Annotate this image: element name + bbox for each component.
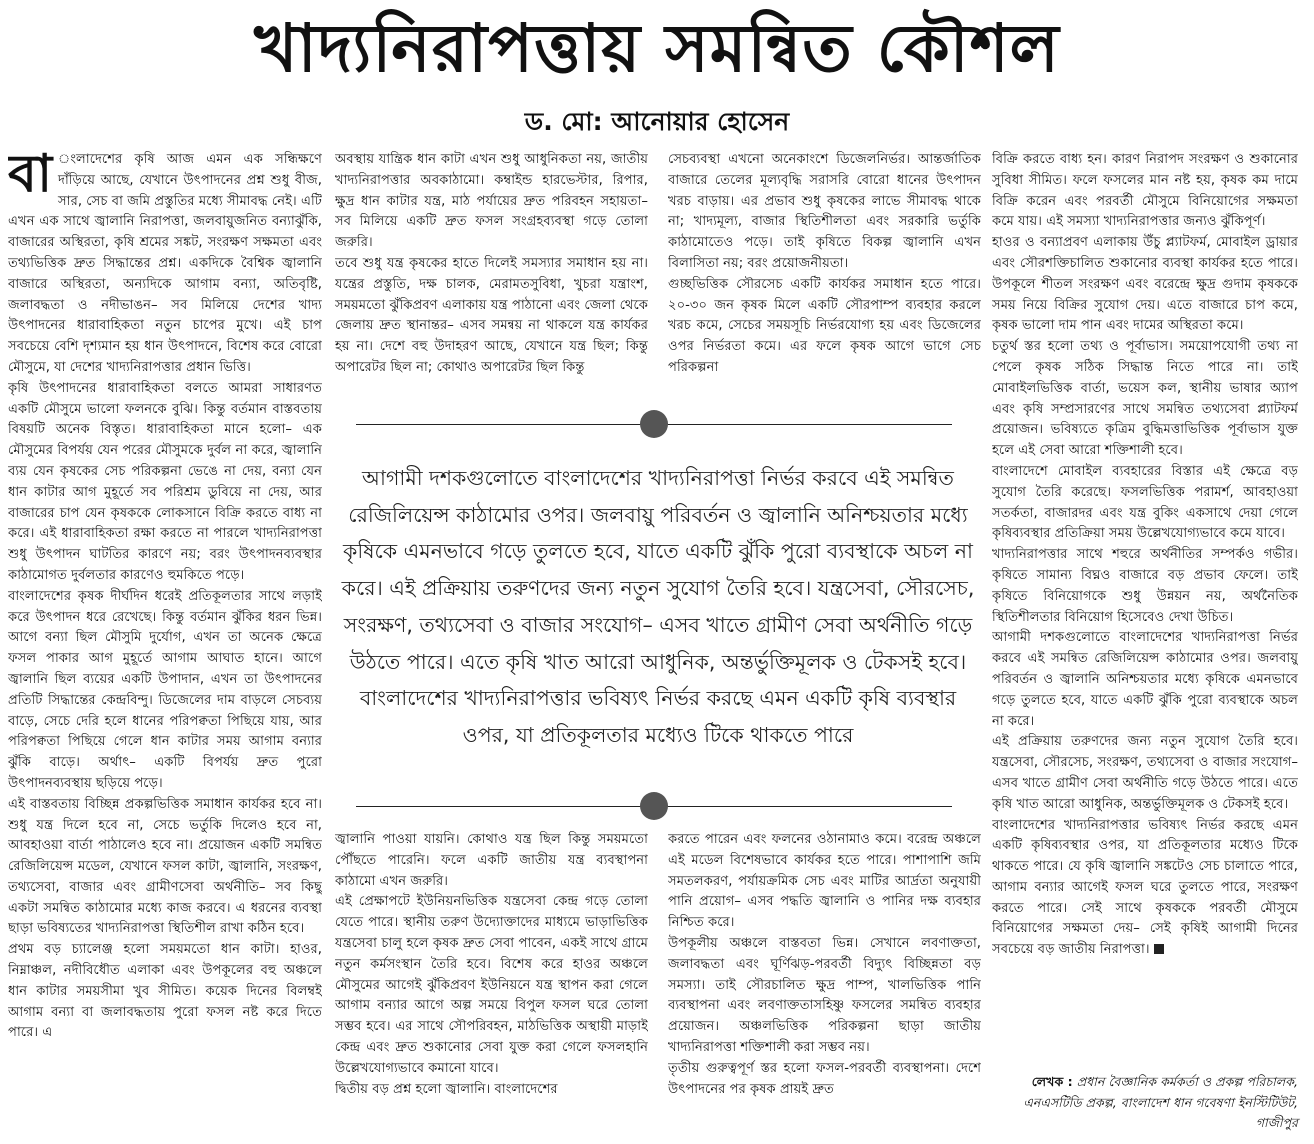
- article-headline: খাদ্যনিরাপত্তায় সমন্বিত কৌশল: [254, 9, 1060, 87]
- paragraph: আগামী দশকগুলোতে বাংলাদেশের খাদ্যনিরাপত্তা নির্ভর করবে এই সমন্বিত রেজিলিয়েন্স কাঠামোর ওপর। জলবায়ু পরিবর্তন ও জ্বালানি অনিশ্চয়তার মধ্যে কৃষিকে এমনভাবে গড়ে তুলতে হবে, যাতে একটি ঝুঁকি পুরো ব্যবস্থাকে অচল না করে।: [992, 630, 1298, 729]
- divider-ornament-top: [640, 410, 668, 438]
- paragraph: উপকূলীয় অঞ্চলে বাস্তবতা ভিন্ন। সেখানে লবণাক্ততা, জলাবদ্ধতা এবং ঘূর্ণিঝড়-পরবর্তী বিদ্যুৎ বিচ্ছিন্নতা বড় সমস্যা। তাই সৌরচালিত ক্ষুদ্র পাম্প, খালভিত্তিক পানি ব্যবস্থাপনা এবং লবণাক্ততাসহিষ্ণু ফসলের সমন্বিত ব্যবহার প্রয়োজন। অঞ্চলভিত্তিক পরিকল্পনা ছাড়া জাতীয় খাদ্যনিরাপত্তা শক্তিশালী করা সম্ভব নয়।: [668, 935, 981, 1055]
- column-4: [992, 150, 1298, 1050]
- column-3-top: [668, 150, 981, 400]
- paragraph: প্রথম বড় চ্যালেঞ্জ হলো সময়মতো ধান কাটা। হাওর, নিম্নাঞ্চল, নদীবিধৌত এলাকা এবং উপকূলের বহু অঞ্চলে ধান কাটার সময়সীমা খুব সীমিত। কয়েক দিনের বিলম্বই আগাম বন্যা বা জলাবদ্ধতায় পুরো ফসল নষ্ট করে দিতে পারে। এ: [8, 942, 322, 1041]
- column-2-bottom: [335, 830, 648, 1135]
- paragraph: গুচ্ছভিত্তিক সৌরসেচ একটি কার্যকর সমাধান হতে পারে। ২০-৩০ জন কৃষক মিলে একটি সৌরপাম্প ব্যবহার করলে খরচ কমে, সেচের সময়সূচি নির্ভরযোগ্য হয় এবং ডিজেলের ওপর নির্ভরতা কমে। এর ফলে কৃষক আগে ভাগে সেচ পরিকল্পনা: [668, 276, 981, 375]
- paragraph: তৃতীয় গুরুত্বপূর্ণ স্তর হলো ফসল-পরবর্তী ব্যবস্থাপনা। দেশে উৎপাদনের পর কৃষক প্রায়ই দ্রুত: [668, 1060, 981, 1097]
- author-credit-text: প্রধান বৈজ্ঞানিক কর্মকর্তা ও প্রকল্প পরিচালক, এনএসটিডি প্রকল্প, বাংলাদেশ ধান গবেষণা ইনস্টিটিউট, গাজীপুর: [1023, 1074, 1298, 1130]
- paragraph: বাংলাদেশের কৃষক দীর্ঘদিন ধরেই প্রতিকূলতার সাথে লড়াই করে উৎপাদন ধরে রেখেছে। কিন্তু বর্তমান ঝুঁকির ধরন ভিন্ন। আগে বন্যা ছিল মৌসুমি দুর্যোগ, এখন তা অনেক ক্ষেত্রে ফসল পাকার আগ মুহূর্তে আগাম আঘাত হানে। আগে জ্বালানি ছিল ব্যয়ের একটি উপাদান, এখন তা উৎপাদনের প্রতিটি সিদ্ধান্তের কেন্দ্রবিন্দু। ডিজেলের দাম বাড়লে সেচব্যয় বাড়ে, সেচে দেরি হলে ধানের পরিপক্বতা পিছিয়ে যায়, আর পরিপক্বতা পিছিয়ে গেলে ধান কাটার সময় আগাম বন্যার ঝুঁকি বাড়ে। অর্থাৎ– একটি বিপর্যয় দ্রুত পুরো উৎপাদনব্যবস্থায় ছড়িয়ে পড়ে।: [8, 588, 322, 791]
- paragraph: বাংলাদেশে মোবাইল ব্যবহারের বিস্তার এই ক্ষেত্রে বড় সুযোগ তৈরি করেছে। ফসলভিত্তিক পরামর্শ, আবহাওয়া সতর্কতা, বাজারদর এবং যন্ত্র বুকিং একসাথে দেয়া গেলে কৃষিব্যবস্থার প্রতিক্রিয়া সময় উল্লেখযোগ্যভাবে কমে যাবে।: [992, 463, 1298, 542]
- paragraph: দ্বিতীয় বড় প্রশ্ন হলো জ্বালানি। বাংলাদেশের: [335, 1081, 558, 1097]
- article-byline: ড. মো: আনোয়ার হোসেন: [524, 107, 790, 136]
- paragraph: কৃষি উৎপাদনের ধারাবাহিকতা বলতে আমরা সাধারণত একটি মৌসুমে ভালো ফলনকে বুঝি। কিন্তু বর্তমান বাস্তবতায় বিষয়টি অনেক বিস্তৃত। ধারাবাহিকতা মানে হলো– এক মৌসুমের বিপর্যয় যেন পরের মৌসুমকে দুর্বল না করে, জ্বালানি ব্যয় যেন কৃষকের সেচ পরিকল্পনা ভেঙে না দেয়, বন্যা যেন ধান কাটার আগ মুহূর্তে সব পরিশ্রম ডুবিয়ে না দেয়, আর বাজারের চাপ যেন কৃষককে লোকসানে বিক্রি করতে বাধ্য না করে। এই ধারাবাহিকতা রক্ষা করতে না পারলে খাদ্যনিরাপত্তা শুধু উৎপাদন ঘাটতির কারণে নয়; বরং উৎপাদনব্যবস্থার কাঠামোগত দুর্বলতার কারণেও হুমকিতে পড়ে।: [8, 380, 322, 583]
- paragraph: এই প্রেক্ষাপটে ইউনিয়নভিত্তিক যন্ত্রসেবা কেন্দ্র গড়ে তোলা যেতে পারে। স্থানীয় তরুণ উদ্যোক্তাদের মাধ্যমে ভাড়াভিত্তিক যন্ত্রসেবা চালু হলে কৃষক দ্রুত সেবা পাবেন, একই সাথে গ্রামে নতুন কর্মসংস্থান তৈরি হবে। বিশেষ করে হাওর অঞ্চলে মৌসুমের আগেই ঝুঁকিপ্রবণ ইউনিয়নে যন্ত্র স্থাপন করা গেলে আগাম বন্যার আগে অল্প সময়ে বিপুল ফসল ঘরে তোলা সম্ভব হবে। এর সাথে সৌপরিবহন, মাঠভিত্তিক অস্থায়ী মাড়াই কেন্দ্র এবং দ্রুত শুকানোর সেবা যুক্ত করা গেলে ফসলহানি উল্লেখযোগ্যভাবে কমানো যাবে।: [335, 894, 648, 1076]
- paragraph: এই প্রক্রিয়ায় তরুণদের জন্য নতুন সুযোগ তৈরি হবে। যন্ত্রসেবা, সৌরসেচ, সংরক্ষণ, তথ্যসেবা ও বাজার সংযোগ– এসব খাতে গ্রামীণ সেবা অর্থনীতি গড়ে উঠতে পারে। এতে কৃষি খাত আরো আধুনিক, অন্তর্ভুক্তিমূলক ও টেকসই হবে।: [992, 734, 1298, 812]
- divider-ornament-bottom: [640, 792, 668, 820]
- author-credit-label: লেখক :: [1031, 1074, 1073, 1089]
- paragraph: বা ংলাদেশের কৃষি আজ এমন এক সন্ধিক্ষণে দাঁড়িয়ে আছে, যেখানে উৎপাদনের প্রশ্ন শুধু বীজ, সার, সেচ বা জমি প্রস্তুতির মধ্যে সীমাবদ্ধ নেই। এটি এখন এক সাথে জ্বালানি নিরাপত্তা, জলবায়ুজনিত বন্যাঝুঁকি, বাজারের অস্থিরতা, কৃষি শ্রমের সঙ্কট, সংরক্ষণ সক্ষমতা এবং তথ্যভিত্তিক দ্রুত সিদ্ধান্তের প্রশ্ন। একদিকে বৈশ্বিক জ্বালানি বাজারে অস্থিরতা, অন্যদিকে আগাম বন্যা, অতিবৃষ্টি, জলাবদ্ধতা ও নদীভাঙন– সব মিলিয়ে দেশের খাদ্য উৎপাদনের ধারাবাহিকতা নতুন চাপের মুখে। এই চাপ সবচেয়ে বেশি দৃশ্যমান হয় ধান উৎপাদনে, বিশেষ করে বোরো মৌসুমে, যা দেশের খাদ্যনিরাপত্তার প্রধান ভিত্তি।: [8, 150, 322, 375]
- column-1: [8, 150, 322, 1135]
- paragraph: তবে শুধু যন্ত্র কৃষকের হাতে দিলেই সমস্যার সমাধান হয় না। যন্ত্রের প্রস্তুতি, দক্ষ চালক, মেরামতসুবিধা, খুচরা যন্ত্রাংশ, সময়মতো ঝুঁকিপ্রবণ এলাকায় যন্ত্র পাঠানো এবং জেলা থেকে জেলায় দ্রুত স্থানান্তর– এসব সমন্বয় না থাকলে যন্ত্র কার্যকর হয় না। দেশে বহু উদাহরণ আছে, যেখানে যন্ত্র ছিল; কিন্তু অপারেটর ছিল না; কোথাও অপারেটর ছিল কিন্তু: [335, 255, 648, 375]
- drop-cap: বা: [8, 150, 53, 204]
- paragraph: হাওর ও বন্যাপ্রবণ এলাকায় উঁচু প্ল্যাটফর্ম, মোবাইল ড্রায়ার এবং সৌরশক্তিচালিত শুকানোর ব্যবস্থা কার্যকর হতে পারে। উপকূলে শীতল সংরক্ষণ এবং বরেন্দ্রে ক্ষুদ্র গুদাম কৃষককে সময় নিয়ে বিক্রির সুযোগ দেয়। এতে বাজারে চাপ কমে, কৃষক ভালো দাম পান এবং দামের অস্থিরতা কমে।: [992, 235, 1298, 334]
- end-mark-icon: [1154, 944, 1164, 954]
- paragraph: জ্বালানি পাওয়া যায়নি। কোথাও যন্ত্র ছিল কিন্তু সময়মতো পৌঁছতে পারেনি। ফলে একটি জাতীয় যন্ত্র ব্যবস্থাপনা কাঠামো এখন জরুরি।: [335, 832, 648, 889]
- paragraph: করতে পারেন এবং ফলনের ওঠানামাও কমে। বরেন্দ্র অঞ্চলে এই মডেল বিশেষভাবে কার্যকর হতে পারে। পাশাপাশি জমি সমতলকরণ, পর্যায়ক্রমিক সেচ এবং মাটির আর্দ্রতা অনুযায়ী পানি প্রয়োগ– এসব পদ্ধতি জ্বালানি ও পানির দক্ষ ব্যবহার নিশ্চিত করে।: [668, 832, 981, 931]
- author-credit: [992, 1072, 1298, 1134]
- paragraph: সেচব্যবস্থা এখনো অনেকাংশে ডিজেলনির্ভর। আন্তর্জাতিক বাজারে তেলের মূল্যবৃদ্ধি সরাসরি বোরো ধানের উৎপাদন খরচ বাড়ায়। এর প্রভাব শুধু কৃষকের লাভে সীমাবদ্ধ থাকে না; খাদ্যমূল্য, বাজার স্থিতিশীলতা এবং সরকারি ভর্তুকি কাঠামোতেও পড়ে। তাই কৃষিতে বিকল্প জ্বালানি এখন বিলাসিতা নয়; বরং প্রয়োজনীয়তা।: [668, 152, 981, 271]
- paragraph: খাদ্যনিরাপত্তার সাথে শহুরে অর্থনীতির সম্পর্কও গভীর। কৃষিতে সামান্য বিঘ্নও বাজারে বড় প্রভাব ফেলে। তাই কৃষিতে বিনিয়োগকে শুধু উন্নয়ন নয়, অর্থনৈতিক স্থিতিশীলতার বিনিয়োগ হিসেবেও দেখা উচিত।: [992, 547, 1298, 625]
- paragraph: বাংলাদেশের খাদ্যনিরাপত্তার ভবিষ্যৎ নির্ভর করছে এমন একটি কৃষিব্যবস্থার ওপর, যা প্রতিকূলতার মধ্যেও টিকে থাকতে পারে। যে কৃষি জ্বালানি সঙ্কটেও সেচ চালাতে পারে, আগাম বন্যার আগেই ফসল ঘরে তুলতে পারে, সংরক্ষণ করতে পারে। সেই সাথে কৃষককে পরবর্তী মৌসুমে বিনিয়োগের সক্ষমতা দেয়– সেই কৃষিই আগামী দিনের সবচেয়ে বড় জাতীয় নিরাপত্তা।: [992, 817, 1298, 958]
- paragraph: এই বাস্তবতায় বিচ্ছিন্ন প্রকল্পভিত্তিক সমাধান কার্যকর হবে না। শুধু যন্ত্র দিলে হবে না, সেচে ভর্তুকি দিলেও হবে না, আবহাওয়া বার্তা পাঠালেও হবে না। প্রয়োজন একটি সমন্বিত রেজিলিয়েন্স মডেল, যেখানে ফসল কাটা, জ্বালানি, সংরক্ষণ, তথ্যসেবা, বাজার এবং গ্রামীণসেবা অর্থনীতি– সব কিছু একটা সমন্বিত কাঠামোর মধ্যে কাজ করবে। এ ধরনের ব্যবস্থা ছাড়া ভবিষ্যতের খাদ্যনিরাপত্তা স্থিতিশীল রাখা কঠিন হবে।: [8, 796, 322, 937]
- paragraph: বিক্রি করতে বাধ্য হন। কারণ নিরাপদ সংরক্ষণ ও শুকানোর সুবিধা সীমিত। ফলে ফসলের মান নষ্ট হয়, কৃষক কম দামে বিক্রি করেন এবং পরবর্তী মৌসুমে বিনিয়োগের সক্ষমতা কমে যায়। এই সমস্যা খাদ্যনিরাপত্তার জন্যও ঝুঁকিপূর্ণ।: [992, 152, 1298, 230]
- paragraph: অবস্থায় যান্ত্রিক ধান কাটা এখন শুধু আধুনিকতা নয়, জাতীয় খাদ্যনিরাপত্তার অবকাঠামো। কম্বাইন্ড হারভেস্টার, রিপার, ক্ষুদ্র ধান কাটার যন্ত্র, মাঠ পর্যায়ের দ্রুত পরিবহন সহায়তা– সব মিলিয়ে একটি দ্রুত ফসল সংগ্রহব্যবস্থা গড়ে তোলা জরুরি।: [335, 152, 648, 251]
- column-3-bottom: [668, 830, 981, 1135]
- column-2-top: [335, 150, 648, 400]
- paragraph: চতুর্থ স্তর হলো তথ্য ও পূর্বাভাস। সময়োপযোগী তথ্য না পেলে কৃষক সঠিক সিদ্ধান্ত নিতে পারে না। তাই মোবাইলভিত্তিক বার্তা, ভয়েস কল, স্থানীয় ভাষার অ্যাপ এবং কৃষি সম্প্রসারণের সাথে সমন্বিত তথ্যসেবা প্ল্যাটফর্ম প্রয়োজন। ভবিষ্যতে কৃত্রিম বুদ্ধিমত্তাভিত্তিক পূর্বাভাস যুক্ত হলে এই সেবা আরো শক্তিশালী হবে।: [992, 339, 1298, 459]
- pull-quote: আগামী দশকগুলোতে বাংলাদেশের খাদ্যনিরাপত্তা নির্ভর করবে এই সমন্বিত রেজিলিয়েন্স কাঠামোর ওপর। জলবায়ু পরিবর্তন ও জ্বালানি অনিশ্চয়তার মধ্যে কৃষিকে এমনভাবে গড়ে তুলতে হবে, যাতে একটি ঝুঁকি পুরো ব্যবস্থাকে অচল না করে। এই প্রক্রিয়ায় তরুণদের জন্য নতুন সুযোগ তৈরি হবে। যন্ত্রসেবা, সৌরসেচ, সংরক্ষণ, তথ্যসেবা ও বাজার সংযোগ– এসব খাতে গ্রামীণ সেবা অর্থনীতি গড়ে উঠতে পারে। এতে কৃষি খাত আরো আধুনিক, অন্তর্ভুক্তিমূলক ও টেকসই হবে। বাংলাদেশের খাদ্যনিরাপত্তার ভবিষ্যৎ নির্ভর করছে এমন একটি কৃষি ব্যবস্থার ওপর, যা প্রতিকূলতার মধ্যেও টিকে থাকতে পারে: [341, 466, 975, 747]
